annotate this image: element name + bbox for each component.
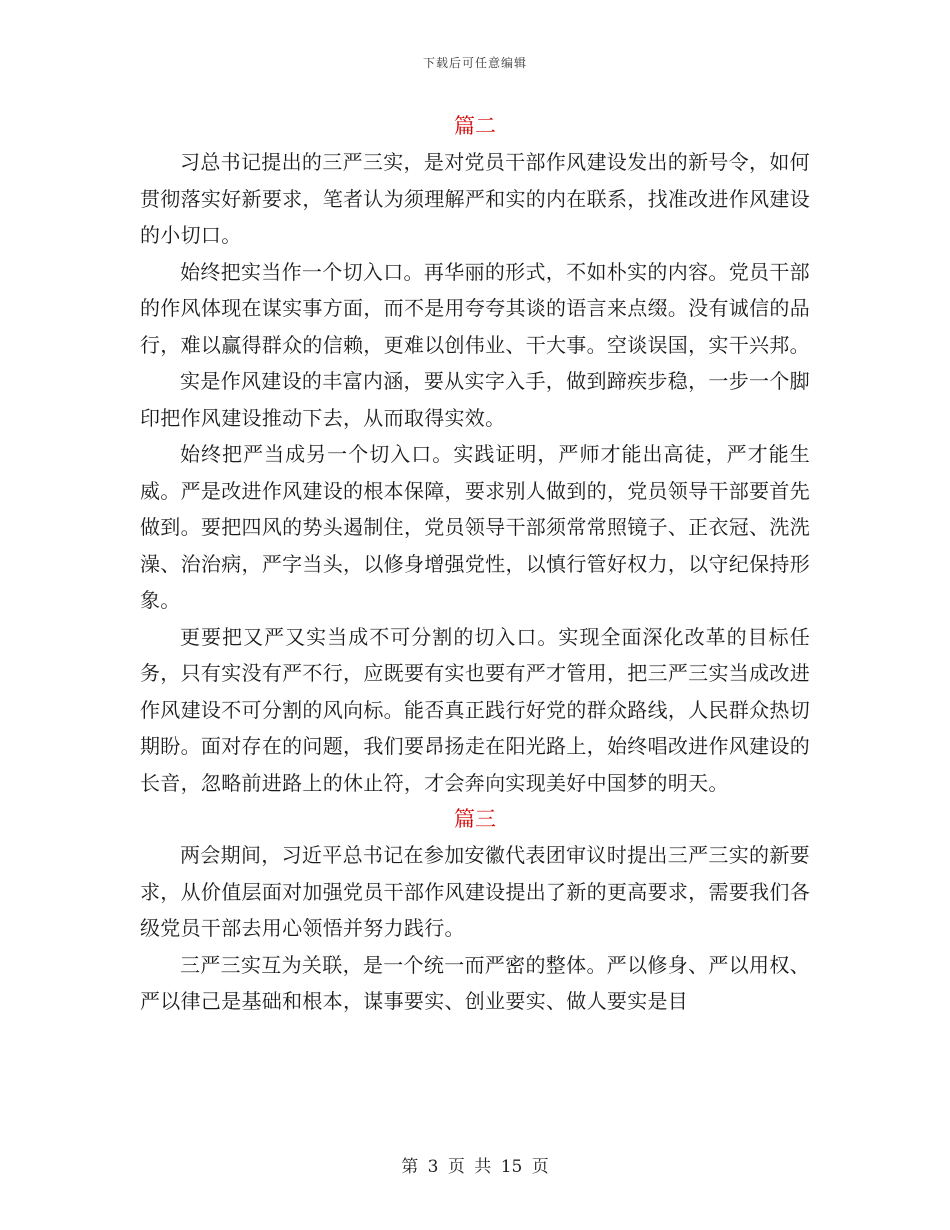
paragraph: 三严三实互为关联，是一个统一而严密的整体。严以修身、严以用权、严以律己是基础和根本，谋事要实、创业要实、做人要实是目 [140,952,810,1013]
paragraph: 更要把又严又实当成不可分割的切入口。实现全面深化改革的目标任务，只有实没有严不行，应既要有实也要有严才管用，把三严三实当成改进作风建设不可分割的风向标。能否真正践行好党的群众路线，人民群众热切期盼。面对存在的问题，我们要昂扬走在阳光路上，始终唱改进作风建设的长音，忽略前进路上的休止符，才会奔向实现美好中国梦的明天。 [140,624,810,795]
paragraph: 习总书记提出的三严三实，是对党员干部作风建设发出的新号令，如何贯彻落实好新要求，笔者认为须理解严和实的内在联系，找准改进作风建设的小切口。 [140,150,810,247]
paragraph: 始终把实当作一个切入口。再华丽的形式，不如朴实的内容。党员干部的作风体现在谋实事方面，而不是用夸夸其谈的语言来点缀。没有诚信的品行，难以赢得群众的信赖，更难以创伟业、干大事。空谈误国，实干兴邦。 [140,259,810,357]
section-2 [140,108,810,801]
page-header: 下载后可任意编辑 [422,56,527,70]
document-body [140,108,810,1020]
section-heading: 篇二 [454,114,496,138]
section-3 [140,801,810,1020]
paragraph: 两会期间，习近平总书记在参加安徽代表团审议时提出三严三实的新要求，从价值层面对加强党员干部作风建设提出了新的更高要求，需要我们各级党员干部去用心领悟并努力践行。 [140,843,810,940]
page-footer: 第 3 页 共 15 页 [401,1157,549,1177]
section-heading: 篇三 [454,807,496,831]
paragraph: 始终把严当成另一个切入口。实践证明，严师才能出高徒，严才能生威。严是改进作风建设的根本保障，要求别人做到的，党员领导干部要首先做到。要把四风的势头遏制住，党员领导干部须常常照镜子、正衣冠、洗洗澡、治治病，严字当头，以修身增强党性，以慎行管好权力，以守纪保持形象。 [140,442,810,612]
paragraph: 实是作风建设的丰富内涵，要从实字入手，做到蹄疾步稳，一步一个脚印把作风建设推动下去，从而取得实效。 [140,369,810,430]
